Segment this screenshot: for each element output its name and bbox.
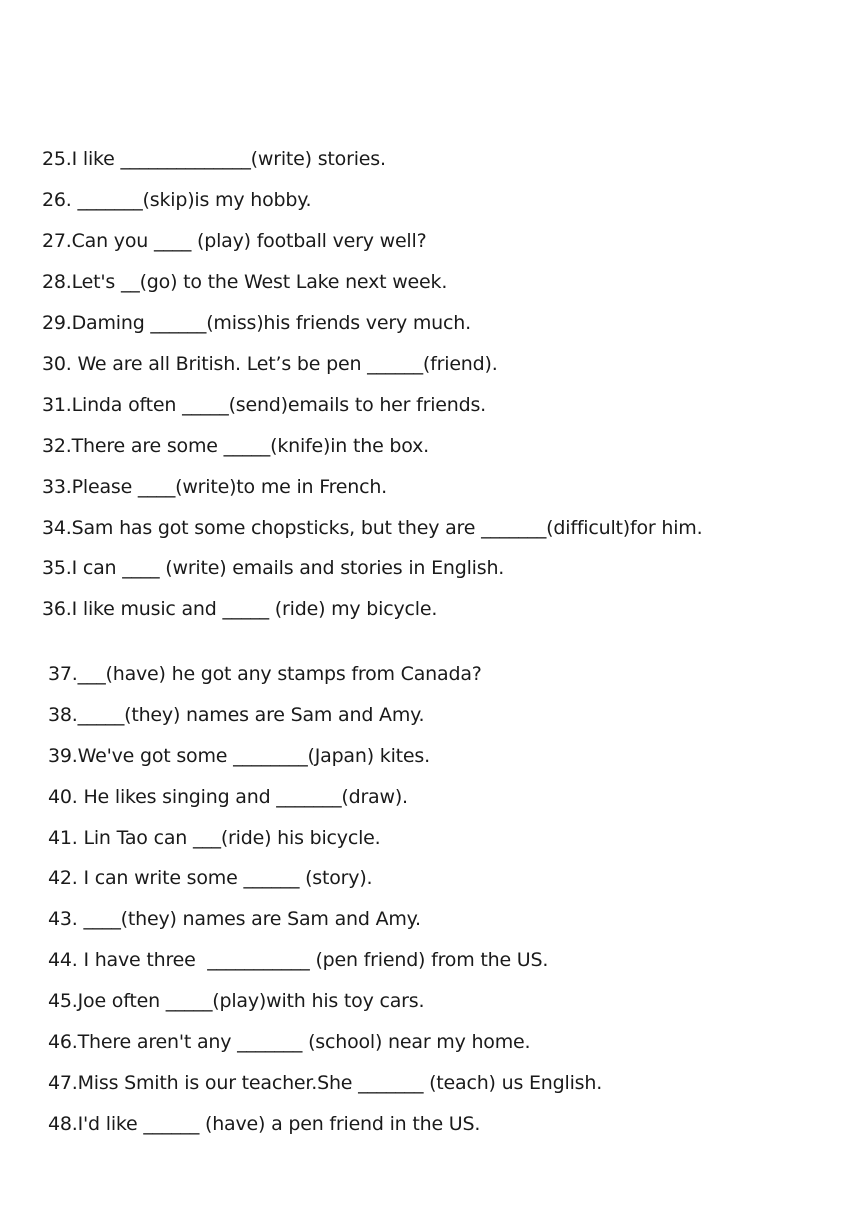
exercise-item-32: 32.There are some _____(knife)in the box. — [42, 435, 429, 457]
exercise-item-35: 35.I can ____ (write) emails and stories in English. — [42, 557, 505, 579]
exercise-item-47: 47.Miss Smith is our teacher.She _______ (teach) us English. — [48, 1072, 603, 1094]
exercise-item-36: 36.I like music and _____ (ride) my bicycle. — [42, 598, 438, 620]
exercise-item-37: 37.___(have) he got any stamps from Canada? — [48, 663, 482, 685]
exercise-item-25: 25.I like ______________(write) stories. — [42, 148, 386, 170]
exercise-item-27: 27.Can you ____ (play) football very well? — [42, 230, 427, 252]
exercise-item-30: 30. We are all British. Let’s be pen ______(friend). — [42, 353, 498, 375]
exercise-item-28: 28.Let's __(go) to the West Lake next week. — [42, 271, 448, 293]
exercise-item-31: 31.Linda often _____(send)emails to her friends. — [42, 394, 487, 416]
exercise-item-43: 43. ____(they) names are Sam and Amy. — [48, 908, 421, 930]
exercise-item-46: 46.There aren't any _______ (school) near my home. — [48, 1031, 531, 1053]
exercise-item-33: 33.Please ____(write)to me in French. — [42, 476, 388, 498]
exercise-item-34: 34.Sam has got some chopsticks, but they are _______(difficult)for him. — [42, 517, 703, 539]
exercise-item-41: 41. Lin Tao can ___(ride) his bicycle. — [48, 827, 381, 849]
exercise-item-39: 39.We've got some ________(Japan) kites. — [48, 745, 430, 767]
exercise-item-29: 29.Daming ______(miss)his friends very much. — [42, 312, 471, 334]
exercise-item-44: 44. I have three ___________ (pen friend) from the US. — [48, 949, 549, 971]
exercise-item-26: 26. _______(skip)is my hobby. — [42, 189, 312, 211]
exercise-item-38: 38._____(they) names are Sam and Amy. — [48, 704, 425, 726]
exercise-item-42: 42. I can write some ______ (story). — [48, 867, 373, 889]
exercise-item-40: 40. He likes singing and _______(draw). — [48, 786, 408, 808]
exercise-item-45: 45.Joe often _____(play)with his toy cars. — [48, 990, 425, 1012]
exercise-item-48: 48.I'd like ______ (have) a pen friend in the US. — [48, 1113, 481, 1135]
